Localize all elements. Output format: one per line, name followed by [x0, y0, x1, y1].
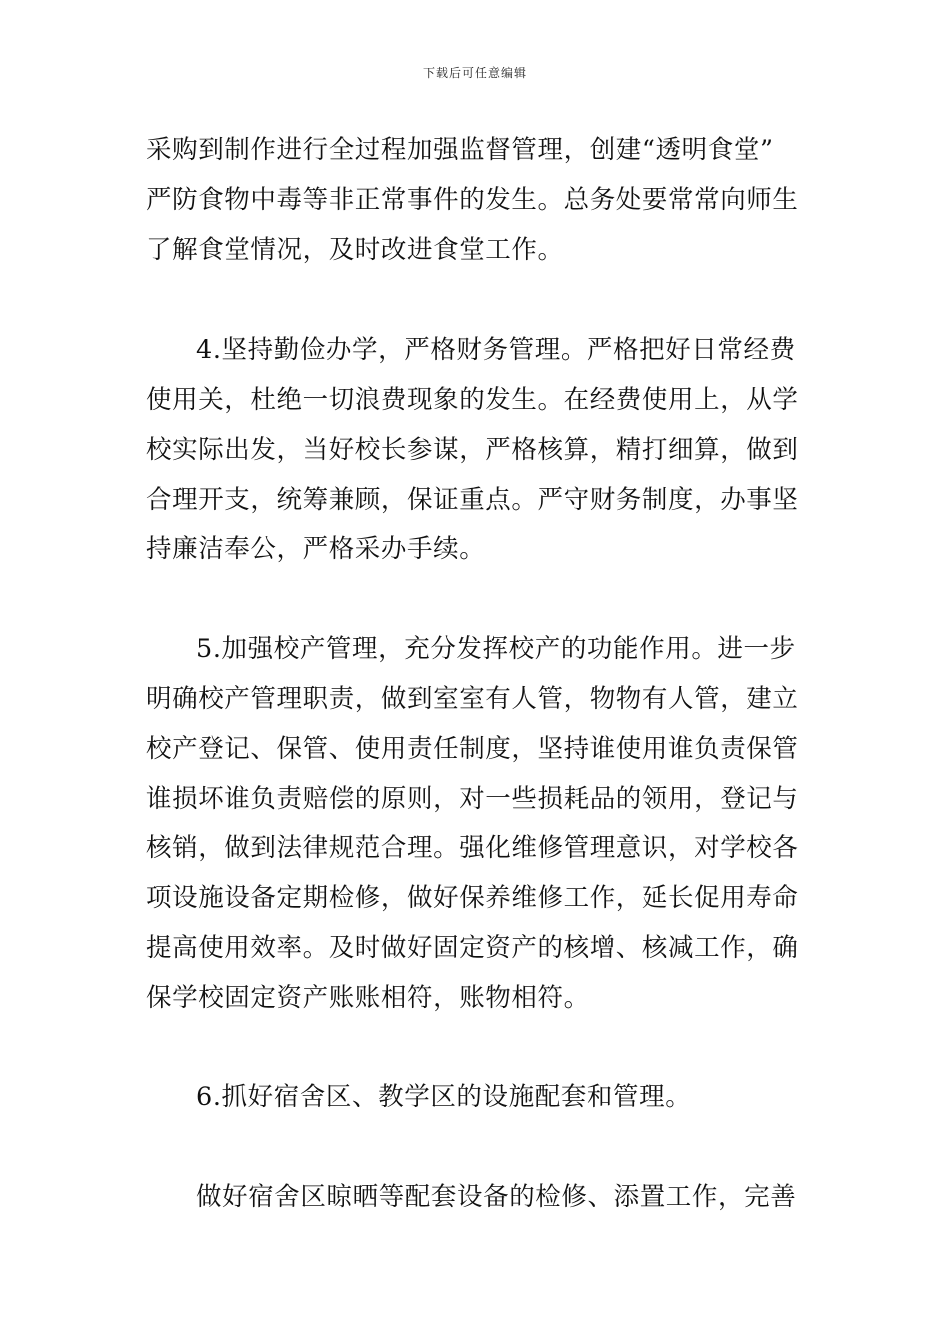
- text-line: 合理开支，统筹兼顾，保证重点。严守财务制度，办事坚: [146, 485, 799, 515]
- text-line: 校产登记、保管、使用责任制度，坚持谁使用谁负责保管: [146, 734, 799, 764]
- text-line: 明确校产管理职责，做到室室有人管，物物有人管，建立: [146, 684, 799, 714]
- text-line: 采购到制作进行全过程加强监督管理，创建“透明食堂”: [146, 135, 774, 165]
- text-line: 4.坚持勤俭办学，严格财务管理。严格把好日常经费: [196, 335, 796, 365]
- text-line: 持廉洁奉公，严格采办手续。: [146, 534, 486, 564]
- text-line: 严防食物中毒等非正常事件的发生。总务处要常常向师生: [146, 185, 799, 215]
- text-line: 使用关，杜绝一切浪费现象的发生。在经费使用上，从学: [146, 385, 799, 415]
- text-line: 校实际出发，当好校长参谋，严格核算，精打细算，做到: [146, 435, 799, 465]
- page-header: 下载后可任意编辑: [422, 66, 527, 80]
- text-line: 5.加强校产管理，充分发挥校产的功能作用。进一步: [196, 634, 796, 664]
- text-line: 提高使用效率。及时做好固定资产的核增、核减工作，确: [146, 933, 799, 963]
- text-line: 6.抓好宿舍区、教学区的设施配套和管理。: [196, 1082, 692, 1112]
- text-line: 项设施设备定期检修，做好保养维修工作，延长促用寿命: [146, 883, 799, 913]
- text-line: 核销，做到法律规范合理。强化维修管理意识，对学校各: [146, 833, 799, 863]
- text-line: 谁损坏谁负责赔偿的原则，对一些损耗品的领用，登记与: [146, 784, 799, 814]
- text-line: 做好宿舍区晾晒等配套设备的检修、添置工作，完善: [196, 1182, 797, 1212]
- text-line: 了解食堂情况，及时改进食堂工作。: [146, 235, 564, 265]
- text-line: 保学校固定资产账账相符，账物相符。: [146, 983, 590, 1013]
